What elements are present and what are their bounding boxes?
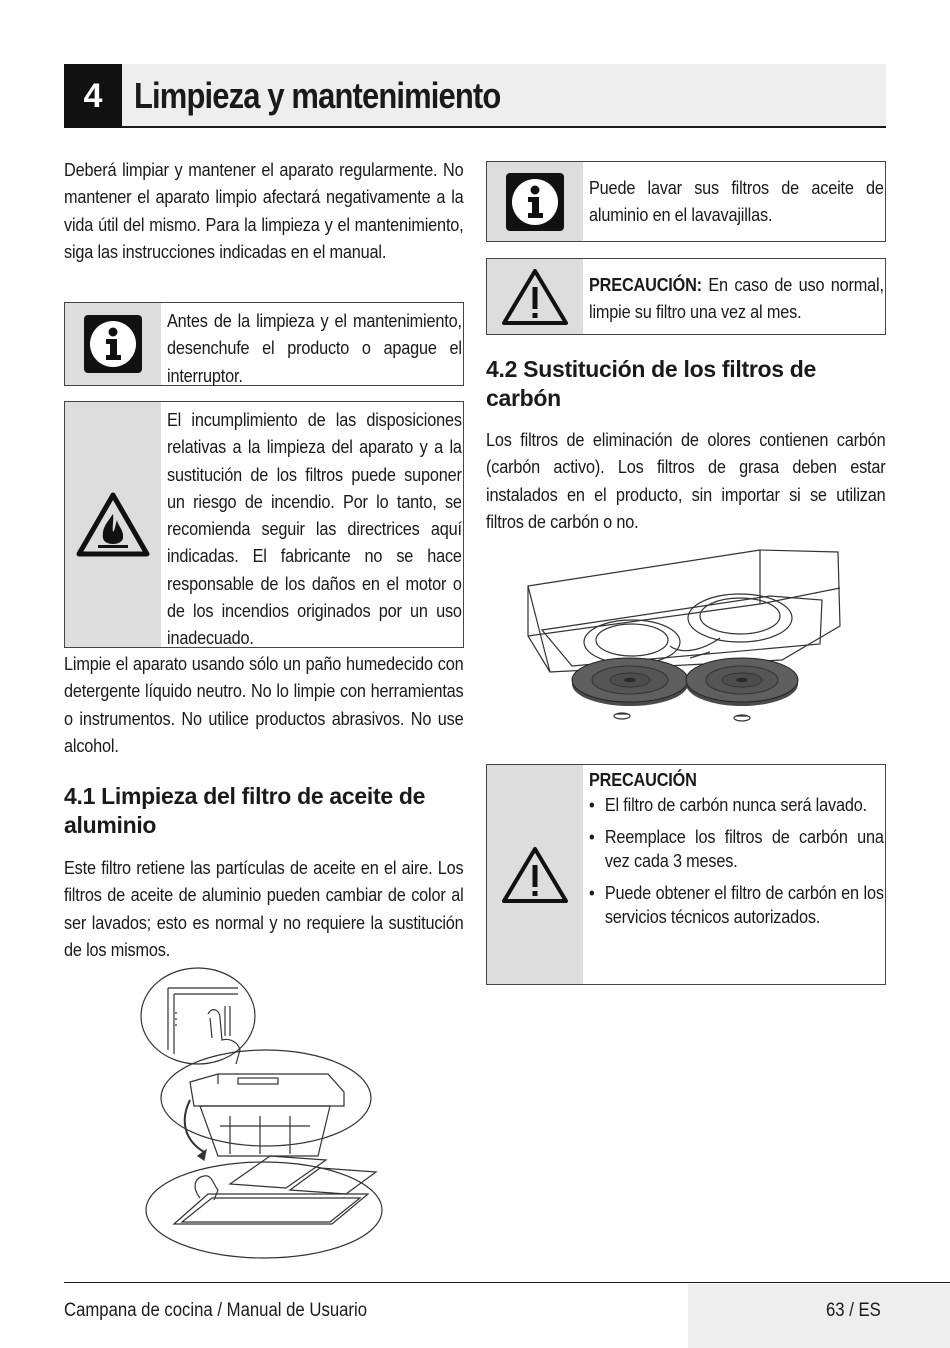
caution-monthly-text: [589, 263, 884, 326]
list-item: • El filtro de carbón nunca será lavado.: [589, 793, 884, 818]
caution-carbon-list: [589, 793, 884, 930]
list-item: • Puede obtener el filtro de carbón en los servicios técnicos autorizados.: [589, 881, 884, 930]
fire-warning-text: El incumplimiento de las disposiciones relativas a la limpieza del aparato y a la sustitución de los filtros puede suponer un riesgo de incendio. Por lo tanto, se recomienda seguir las directrices aquí indicadas. El fabricante no se hace responsable de los daños en el motor o de los incendios originados por un uso inadecuado.: [167, 409, 462, 649]
clean-paragraph: Limpie el aparato usando sólo un paño humedecido con detergente líquido neutro. No lo limpie con herramientas o instrumentos. No utilice productos abrasivos. No use alcohol.: [64, 653, 464, 756]
caution-carbon-label: PRECAUCIÓN: [589, 769, 697, 790]
info-icon: [487, 162, 583, 241]
section-42-title: 4.2 Sustitución de los filtros de carbón: [486, 356, 817, 411]
caution-carbon-note: [486, 764, 886, 985]
page-number: 63 / ES: [826, 1300, 881, 1321]
info-icon: [65, 303, 161, 385]
caution-monthly-note: [486, 258, 886, 335]
section-41-title: 4.1 Limpieza del filtro de aceite de aluminio: [64, 783, 426, 838]
fire-warning-icon: [65, 402, 161, 647]
footer-page-block: [688, 1284, 950, 1348]
footer-title: Campana de cocina / Manual de Usuario: [64, 1300, 367, 1321]
filter-removal-illustration: [140, 966, 390, 1272]
footer-divider: [64, 1282, 950, 1283]
info-note-unplug: [64, 302, 464, 386]
fire-warning-note: [64, 401, 464, 648]
section-42-text: Los filtros de eliminación de olores contienen carbón (carbón activo). Los filtros de grasa deben estar instalados en el producto, sin importar si se utilizan filtros de carbón o no.: [486, 429, 886, 532]
note-dishwasher-text: Puede lavar sus filtros de aceite de aluminio en el lavavajillas.: [589, 177, 884, 226]
list-item: • Reemplace los filtros de carbón una vez cada 3 meses.: [589, 825, 884, 874]
caution-icon: [487, 765, 583, 984]
intro-paragraph: Deberá limpiar y mantener el aparato regularmente. No mantener el aparato limpio afectará negativamente a la vida útil del mismo. Para la limpieza y el mantenimiento, siga las instrucciones indicadas en el manual.: [64, 159, 464, 262]
caution-icon: [487, 259, 583, 334]
chapter-title: Limpieza y mantenimiento: [134, 75, 501, 116]
section-41-text: Este filtro retiene las partículas de aceite en el aire. Los filtros de aceite de aluminio pueden cambiar de color al ser lavados; esto es normal y no requiere la sustitución de los mismos.: [64, 857, 464, 960]
chapter-number: 4: [64, 64, 122, 128]
note-unplug-text: Antes de la limpieza y el mantenimiento, desenchufe el producto o apague el interruptor.: [167, 310, 462, 386]
caution-label: PRECAUCIÓN:: [589, 274, 702, 295]
carbon-filter-illustration: [520, 548, 860, 724]
info-note-dishwasher: [486, 161, 886, 242]
caution-monthly-body: En caso de uso normal, limpie su filtro una vez al mes.: [589, 274, 884, 323]
